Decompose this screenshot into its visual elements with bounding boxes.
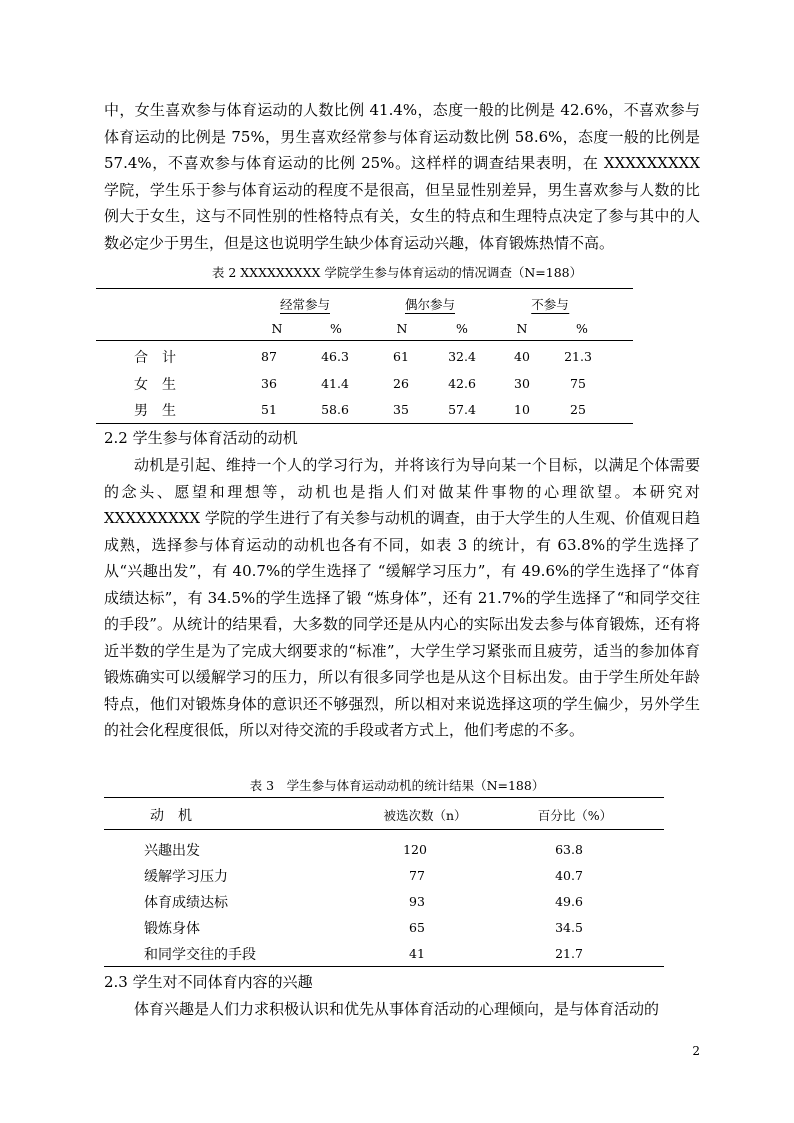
table3-row-label: 兴趣出发 [144, 843, 200, 859]
table3-cell-count: 77 [409, 868, 425, 883]
table3-row-label: 和同学交往的手段 [144, 947, 256, 963]
table2-top-rule [96, 288, 633, 289]
table2-cell: 35 [393, 402, 409, 417]
table3-cell-percent: 21.7 [555, 946, 583, 961]
table3-cell-percent: 49.6 [555, 894, 583, 909]
table2-cell: 40 [514, 349, 530, 364]
table2-cell: 32.4 [448, 349, 476, 364]
table3-top-rule [104, 797, 664, 798]
table3-header-percent: 百分比（%） [537, 808, 613, 823]
table3-header-motive: 动 机 [150, 808, 192, 824]
table2-subheader: N [396, 321, 408, 336]
body-paragraph-3: 体育兴趣是人们力求积极认识和优先从事体育活动的心理倾向，是与体育活动的 [134, 1000, 660, 1018]
table3-cell-count: 65 [409, 920, 425, 935]
table2-cell: 36 [261, 376, 277, 391]
table3-cell-count: 41 [409, 946, 425, 961]
table2-caption: 表 2 XXXXXXXXX 学院学生参与体育运动的情况调查（N=188） [211, 265, 583, 280]
body-paragraph-1: 中，女生喜欢参与体育运动的人数比例 41.4%，态度一般的比例是 42.6%，不喜欢参与体育运动的比例是 75%，男生喜欢经常参与体育运动数比例 58.6%，态度一般的比例是 57.4%，不喜欢参与体育运动的比例 25%。这样样的调查结果表明，在 XXXXXXXXX 学院，学生乐于参与体育运动的程度不是很高，但呈显性别差异，男生喜欢参与人数的比例大于女生，这与不同性别的性格特点有关，女生的特点和生理特点决定了参与其中的人数必定少于男生，但是这也说明学生缺少体育运动兴趣，体育锻炼热情不高。 [104, 101, 700, 252]
table2-cell: 51 [261, 402, 277, 417]
table2-cell: 42.6 [448, 376, 476, 391]
table2-subheader: N [271, 321, 283, 336]
table3-cell-count: 93 [409, 894, 425, 909]
table3-caption: 表 3 学生参与体育运动动机的统计结果（N=188） [249, 778, 545, 793]
table2-group-never: 不参与 [531, 297, 569, 312]
table2-cell: 57.4 [448, 402, 476, 417]
table2-header-rule [96, 340, 633, 341]
section-2-2-heading: 2.2 学生参与体育活动的动机 [104, 429, 298, 447]
table2-cell: 58.6 [321, 402, 349, 417]
table2-cell: 46.3 [321, 349, 349, 364]
table2-row-label: 女 生 [134, 377, 176, 393]
table2-cell: 87 [261, 349, 277, 364]
table3-row-label: 缓解学习压力 [144, 869, 228, 885]
table2-cell: 10 [514, 402, 530, 417]
section-2-3-heading: 2.3 学生对不同体育内容的兴趣 [104, 973, 313, 991]
table3-cell-percent: 40.7 [555, 868, 583, 883]
table3-cell-percent: 63.8 [555, 842, 583, 857]
table2-subheader: % [456, 321, 468, 336]
table2-cell: 30 [514, 376, 530, 391]
table2-subheader: % [576, 321, 588, 336]
body-paragraph-2: 动机是引起、维持一个人的学习行为，并将该行为导向某一个目标，以满足个体需要的念头、愿望和理想等，动机也是指人们对做某件事物的心理欲望。本研究对 XXXXXXXXX 学院的学生进行了有关参与动机的调查，由于大学生的人生观、价值观日趋成熟，选择参与体育运动的动机也各有不同，如表 3 的统计，有 63.8%的学生选择了从“兴趣出发”，有 40.7%的学生选择了 “缓解学习压力”，有 49.6%的学生选择了“体育成绩达标”，有 34.5%的学生选择了锻 “炼身体”，还有 21.7%的学生选择了“和同学交往的手段”。从统计的结果看，大多数的同学还是从内心的实际出发去参与体育锻炼，还有将近半数的学生是为了完成大纲要求的“标准”，大学生学习紧张而且疲劳，适当的参加体育锻炼确实可以缓解学习的压力，所以有很多同学也是从这个目标出发。由于学生所处年龄特点，他们对锻炼身体的意识还不够强烈，所以相对来说选择这项的学生偏少，另外学生的社会化程度很低，所以对待交流的手段或者方式上，他们考虑的不多。 [104, 456, 700, 739]
table2-row-label: 合 计 [134, 350, 176, 366]
table2-cell: 26 [393, 376, 409, 391]
page-number: 2 [692, 1044, 700, 1058]
table3-cell-percent: 34.5 [555, 920, 583, 935]
table3-cell-count: 120 [403, 842, 427, 857]
table2-subheader: % [330, 321, 342, 336]
table2-cell: 21.3 [564, 349, 592, 364]
table3-header-rule [104, 829, 664, 830]
table3-row-label: 锻炼身体 [144, 921, 200, 937]
table3-row-label: 体育成绩达标 [144, 895, 228, 911]
table2-group-often: 经常参与 [279, 297, 331, 312]
table2-cell: 75 [570, 376, 586, 391]
table3-bottom-rule [104, 966, 664, 967]
table2-row-label: 男 生 [134, 403, 176, 419]
table2-cell: 61 [393, 349, 409, 364]
table2-bottom-rule [96, 423, 633, 424]
table2-group-sometimes: 偶尔参与 [404, 297, 456, 312]
table2-subheader: N [516, 321, 528, 336]
table2-cell: 25 [570, 402, 586, 417]
table2-cell: 41.4 [321, 376, 349, 391]
table3-header-count: 被选次数（n） [383, 808, 467, 823]
